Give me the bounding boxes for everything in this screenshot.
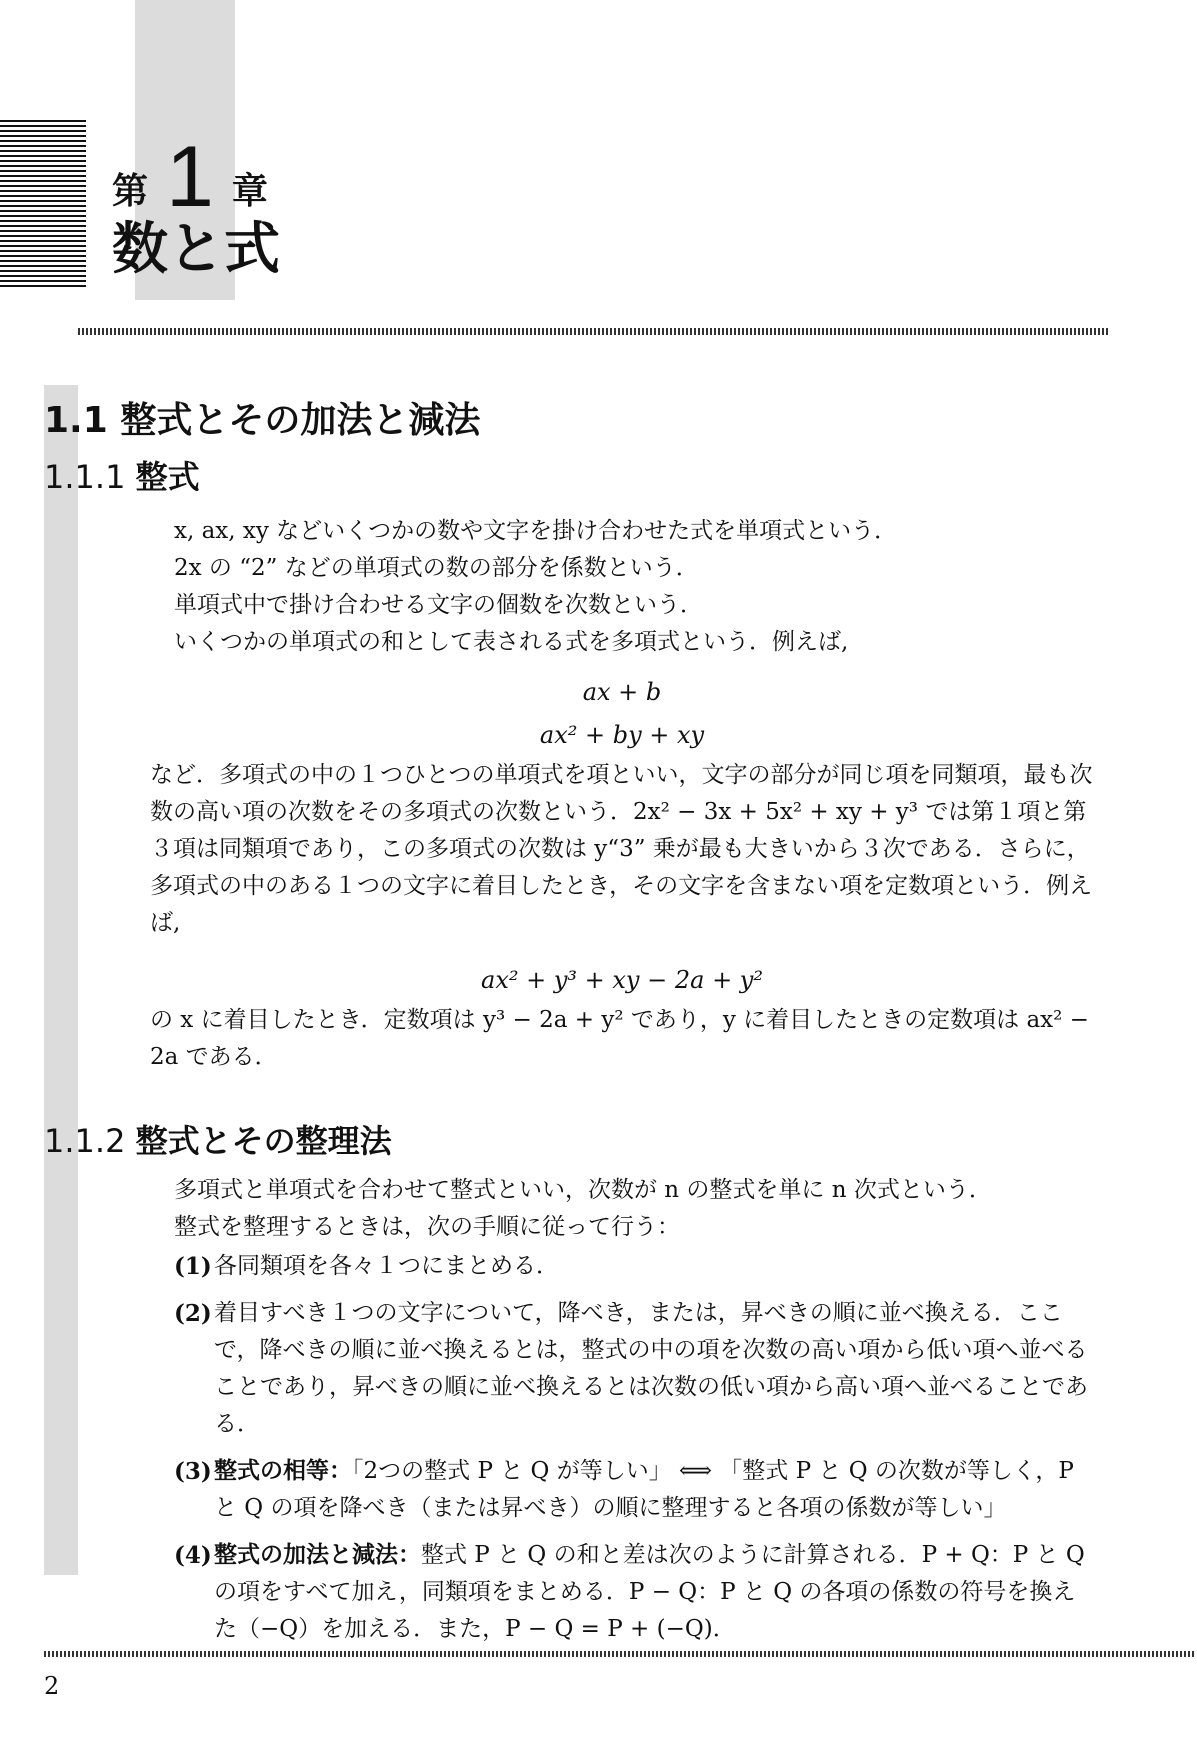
list-item	[174, 1453, 1094, 1527]
chapter-hatch-decoration	[0, 120, 86, 288]
terms-paragraph	[150, 757, 1094, 942]
definitions-paragraph	[174, 513, 1094, 661]
step-text: 整式 P と Q の和と差は次のように計算される．P + Q：P と Q の項をすべて加え，同類項をまとめる．P − Q：P と Q の各項の係数の符号を換えた（−Q）を加える．また，P − Q = P + (−Q)．	[214, 1542, 1085, 1642]
section-heading	[44, 392, 480, 443]
chapter-prefix: 第	[112, 171, 149, 212]
step-text: 着目すべき１つの文字について，降べき，または，昇べきの順に並べ換える．ここで，降べきの順に並べ換えるとは，整式の中の項を次数の高い項から低い項へ並べることであり，昇べきの順に並べ換えるとは次数の低い項から高い項へ並べることである．	[214, 1300, 1088, 1437]
list-item	[174, 1248, 1094, 1285]
step-label: 整式の加法と減法：	[214, 1542, 421, 1568]
subsection-number: 1.1.2	[44, 1122, 126, 1160]
page-number: 2	[44, 1672, 60, 1700]
chapter-heading	[112, 129, 268, 225]
step-text: 「2つの整式 P と Q が等しい」 ⟺ 「整式 P と Q の次数が等しく，P と Q の項を降べき（または昇べき）の順に整理すると各項の係数が等しい」	[214, 1458, 1074, 1521]
step-number: (2)	[174, 1300, 212, 1327]
equation-1: ax + b	[582, 678, 662, 706]
text-line: いくつかの単項式の和として表される式を多項式という．例えば,	[174, 629, 849, 655]
text-line: 多項式と単項式を合わせて整式といい，次数が n の整式を単に n 次式という．	[174, 1177, 992, 1203]
procedure-steps	[174, 1248, 1094, 1658]
footer-divider	[44, 1651, 1194, 1657]
equation-2: ax² + by + xy	[539, 721, 705, 749]
polynomial-intro	[174, 1172, 1094, 1246]
list-item	[174, 1537, 1094, 1648]
step-number: (1)	[174, 1253, 212, 1280]
subsection-heading-2	[44, 1116, 392, 1162]
chapter-title: 数と式	[112, 217, 280, 282]
chapter-suffix: 章	[231, 171, 268, 212]
step-number: (3)	[174, 1458, 212, 1485]
step-label: 整式の相等：	[214, 1458, 352, 1484]
section-number: 1.1	[44, 400, 108, 441]
constant-term-paragraph	[150, 1002, 1094, 1076]
chapter-divider	[78, 328, 1110, 335]
equation-3: ax² + y³ + xy − 2a + y²	[481, 966, 763, 994]
step-text: 各同類項を各々１つにまとめる．	[214, 1253, 559, 1279]
text-line: x, ax, xy などいくつかの数や文字を掛け合わせた式を単項式という．	[174, 518, 898, 544]
text-paragraph: の x に着目したとき．定数項は y³ − 2a + y² であり，y に着目したときの定数項は ax² − 2a である．	[150, 1007, 1089, 1070]
step-number: (4)	[174, 1542, 212, 1569]
text-line: 単項式中で掛け合わせる文字の個数を次数という．	[174, 592, 703, 618]
text-paragraph: など．多項式の中の１つひとつの単項式を項といい，文字の部分が同じ項を同類項，最も次数の高い項の次数をその多項式の次数という．2x² − 3x + 5x² + xy + y³ では第１項と第３項は同類項であり，この多項式の次数は y“3” 乗が最も大きいから３次である．さらに，多項式の中のある１つの文字に着目したとき，その文字を含まない項を定数項という．例えば,	[150, 762, 1093, 936]
chapter-number: 1	[166, 129, 214, 225]
subsection-title: 整式	[135, 458, 200, 496]
text-line: 整式を整理するときは，次の手順に従って行う：	[174, 1214, 680, 1240]
section-title: 整式とその加法と減法	[120, 400, 481, 441]
margin-gray-band	[44, 385, 78, 1575]
text-line: 2x の “2” などの単項式の数の部分を係数という．	[174, 555, 699, 581]
subsection-title: 整式とその整理法	[135, 1122, 392, 1160]
subsection-heading-1	[44, 452, 200, 498]
list-item	[174, 1295, 1094, 1443]
subsection-number: 1.1.1	[44, 458, 126, 496]
